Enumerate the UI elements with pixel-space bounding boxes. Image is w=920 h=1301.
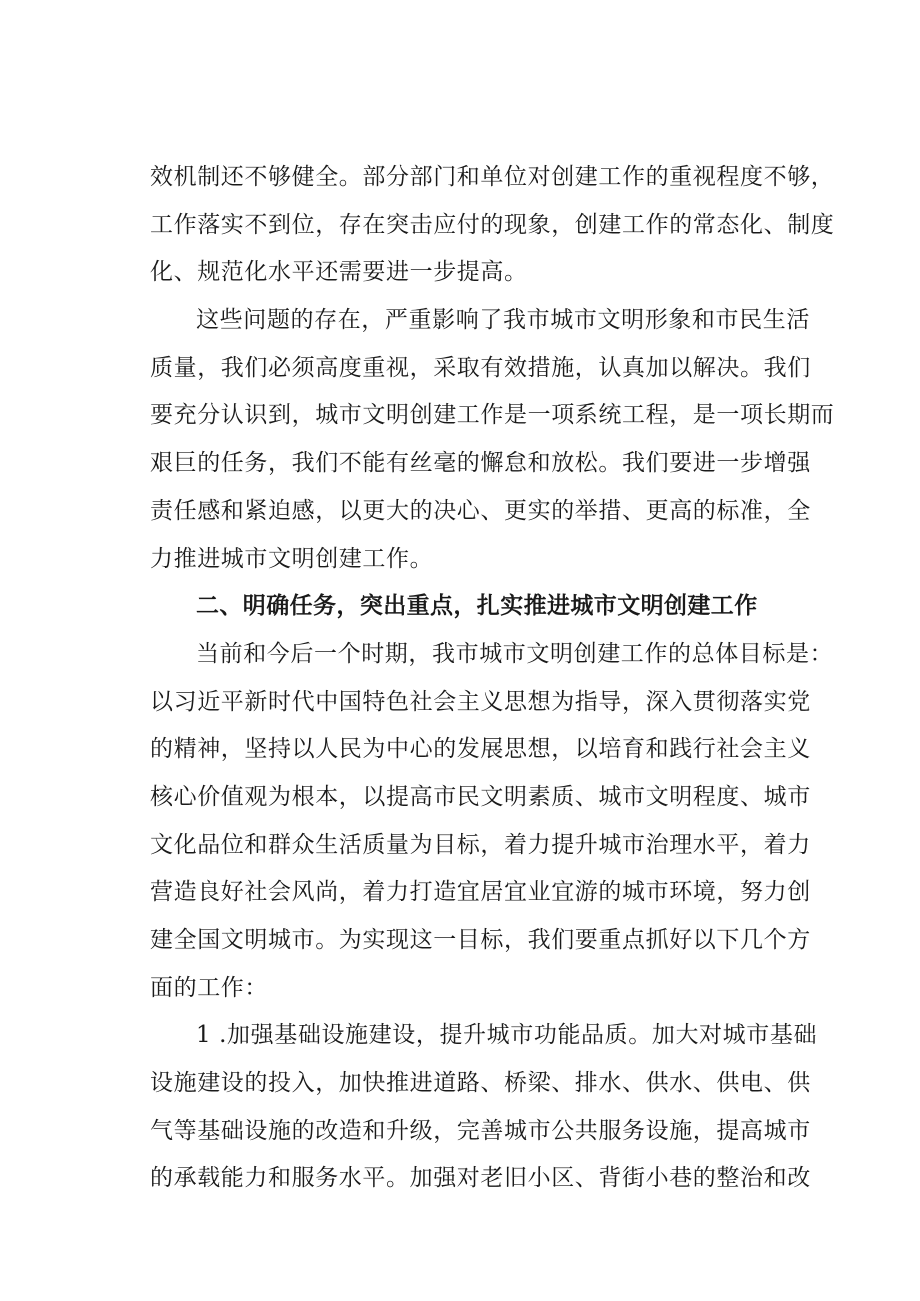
text-line: 营造良好社会风尚，着力打造宜居宜业宜游的城市环境，努力创 <box>150 879 811 906</box>
text-line: 面的工作： <box>150 974 268 1001</box>
paragraph-problems-impact <box>150 297 835 583</box>
text-line: 当前和今后一个时期，我市城市文明创建工作的总体目标是： <box>196 640 834 667</box>
paragraph-continuation <box>150 154 835 297</box>
text-line: 文化品位和群众生活质量为目标，着力提升城市治理水平，着力 <box>150 831 811 858</box>
paragraph-infrastructure <box>150 1012 818 1203</box>
text-line: 力推进城市文明创建工作。 <box>150 545 434 572</box>
text-line: 的精神，坚持以人民为中心的发展思想，以培育和践行社会主义 <box>150 736 811 763</box>
text-line: 以习近平新时代中国特色社会主义思想为指导，深入贯彻落实党 <box>150 688 811 715</box>
text-line: 设施建设的投入，加快推进道路、桥梁、排水、供水、供电、供 <box>150 1070 811 1097</box>
text-line: 化、规范化水平还需要进一步提高。 <box>150 259 528 286</box>
text-line: 责任感和紧迫感，以更大的决心、更实的举措、更高的标准，全 <box>150 497 811 524</box>
text-line: 建全国文明城市。为实现这一目标，我们要重点抓好以下几个方 <box>150 927 811 953</box>
text-line: 工作落实不到位，存在突击应付的现象，创建工作的常态化、制度 <box>150 211 835 238</box>
text-line: 这些问题的存在，严重影响了我市城市文明形象和市民生活 <box>196 307 810 334</box>
document-body <box>150 154 835 1203</box>
text-line: 质量，我们必须高度重视，采取有效措施，认真加以解决。我们 <box>150 354 811 381</box>
text-line: 核心价值观为根本，以提高市民文明素质、城市文明程度、城市 <box>150 783 811 810</box>
text-line: 的承载能力和服务水平。加强对老旧小区、背街小巷的整治和改 <box>150 1165 811 1192</box>
section-heading <box>150 583 810 631</box>
heading-text: 二、明确任务，突出重点，扎实推进城市文明创建工作 <box>196 593 758 620</box>
text-line: 效机制还不够健全。部分部门和单位对创建工作的重视程度不够， <box>150 164 835 190</box>
text-line: 气等基础设施的改造和升级，完善城市公共服务设施，提高城市 <box>150 1117 811 1144</box>
paragraph-overall-goal <box>150 631 834 1013</box>
text-line: 艰巨的任务，我们不能有丝毫的懈怠和放松。我们要进一步增强 <box>150 450 811 477</box>
text-line: 1 .加强基础设施建设，提升城市功能品质。加大对城市基础 <box>196 1022 818 1049</box>
text-line: 要充分认识到，城市文明创建工作是一项系统工程，是一项长期而 <box>150 402 835 429</box>
